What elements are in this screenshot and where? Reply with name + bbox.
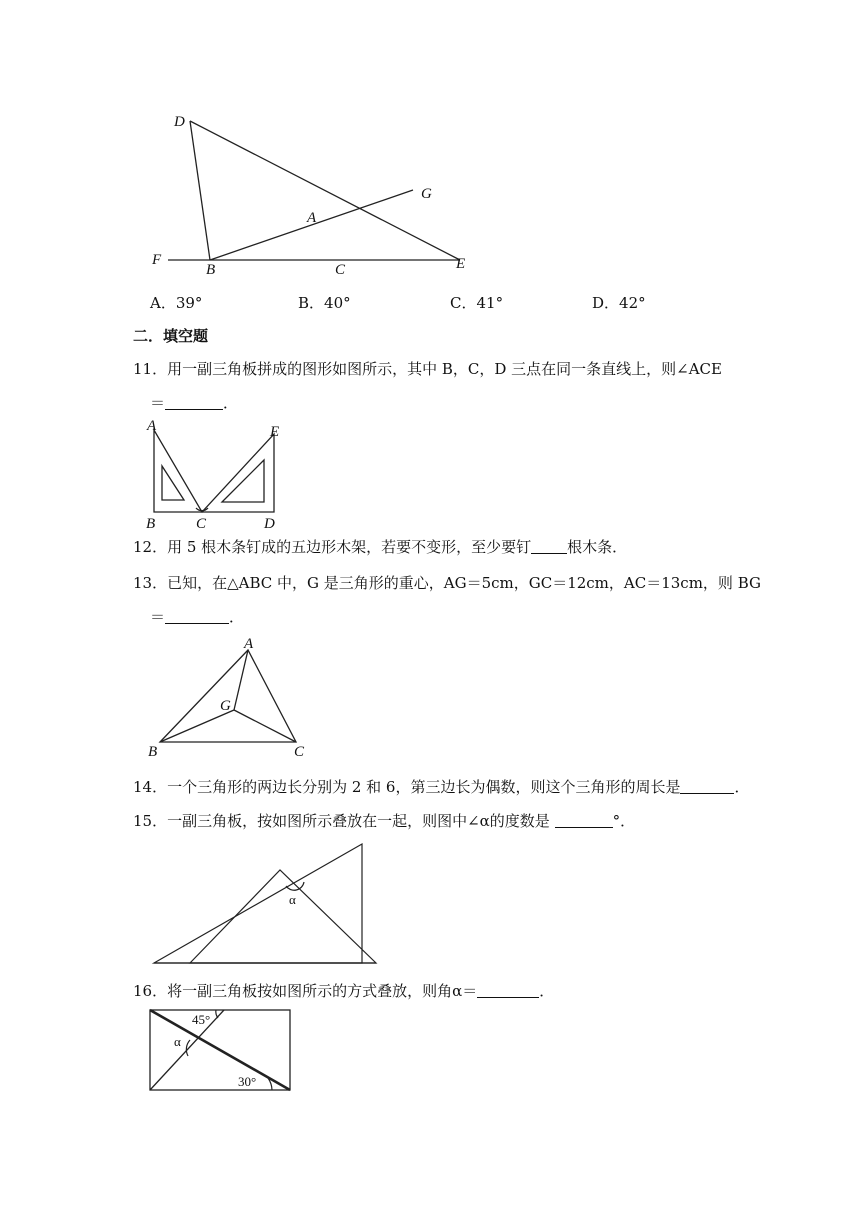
- label-b: B: [146, 516, 156, 532]
- q13-answer-line: [150, 606, 244, 628]
- q15-text: [133, 810, 635, 832]
- label-45-degrees: 45°: [192, 1012, 211, 1027]
- option-b: B．40°: [298, 294, 351, 312]
- q15-answer-blank[interactable]: [555, 813, 613, 828]
- label-g: G: [220, 698, 231, 714]
- label-b: B: [206, 262, 216, 278]
- q11-equals: ＝: [150, 394, 166, 412]
- triangle-large: [154, 844, 362, 963]
- option-c: C．41°: [450, 294, 504, 312]
- segment-bg: [160, 710, 234, 742]
- label-alpha: α: [174, 1034, 181, 1049]
- label-e: E: [270, 424, 280, 440]
- section-heading: 二．填空题: [133, 327, 209, 345]
- q12-suffix: 根木条．: [567, 538, 628, 556]
- figure-q15: [150, 840, 382, 966]
- hypotenuse-45: [150, 1010, 224, 1090]
- q14-suffix: ．: [734, 778, 750, 796]
- q11-text: 11．用一副三角板拼成的图形如图所示，其中 B，C，D 三点在同一条直线上，则∠ACE: [133, 360, 722, 378]
- q16-suffix: ．: [539, 982, 555, 1000]
- triangle-abc: [160, 650, 296, 742]
- label-e: E: [456, 256, 466, 272]
- angle-arc-45: [216, 1010, 218, 1018]
- label-alpha: α: [289, 892, 296, 907]
- label-b: B: [148, 744, 158, 760]
- label-a: A: [147, 418, 157, 434]
- figure-q13: [144, 638, 314, 762]
- segment-de: [190, 121, 460, 260]
- segment-db: [190, 121, 210, 260]
- label-30-degrees: 30°: [238, 1074, 257, 1089]
- label-f: F: [152, 252, 162, 268]
- label-c: C: [294, 744, 305, 760]
- q11-answer-line: [150, 392, 238, 414]
- triangle-small: [190, 870, 376, 963]
- q15-suffix: °．: [612, 812, 636, 830]
- label-c: C: [196, 516, 207, 532]
- q14-prefix: 14．一个三角形的两边长分别为 2 和 6，第三边长为偶数，则这个三角形的周长是: [133, 778, 681, 796]
- q12-text: [133, 536, 627, 558]
- hypotenuse-30: [150, 1010, 290, 1090]
- q16-text: [133, 980, 554, 1002]
- figure-q16: [146, 1008, 296, 1094]
- segment-ag: [234, 650, 248, 710]
- label-d: D: [174, 114, 185, 130]
- figure-q10: [148, 108, 478, 278]
- q14-text: [133, 776, 750, 798]
- q14-answer-blank[interactable]: [680, 779, 734, 794]
- q12-prefix: 12．用 5 根木条钉成的五边形木架，若要不变形，至少要钉: [133, 538, 532, 556]
- q13-text: 13．已知，在△ABC 中，G 是三角形的重心，AG＝5cm，GC＝12cm，AC＝13cm，则 BG: [133, 574, 761, 592]
- q15-prefix: 15．一副三角板，按如图所示叠放在一起，则图中∠α的度数是: [133, 812, 555, 830]
- q11-answer-blank[interactable]: [165, 395, 223, 410]
- label-c: C: [335, 262, 346, 278]
- triangle-left-inner: [162, 466, 184, 500]
- q13-period: ．: [229, 608, 245, 626]
- label-d: D: [264, 516, 275, 532]
- q13-equals: ＝: [150, 608, 166, 626]
- triangle-right-outer: [202, 434, 274, 512]
- q13-answer-blank[interactable]: [165, 609, 229, 624]
- segment-cg: [234, 710, 296, 742]
- triangle-right-inner: [222, 460, 264, 502]
- label-a: A: [307, 210, 317, 226]
- q12-answer-blank[interactable]: [531, 539, 567, 554]
- label-a: A: [244, 636, 254, 652]
- option-d: D．42°: [592, 294, 646, 312]
- option-a: A．39°: [150, 294, 203, 312]
- q11-period: ．: [223, 394, 239, 412]
- q16-answer-blank[interactable]: [477, 983, 539, 998]
- label-g: G: [421, 186, 432, 202]
- q16-prefix: 16．将一副三角板按如图所示的方式叠放，则角α＝: [133, 982, 478, 1000]
- figure-q11: [140, 418, 290, 533]
